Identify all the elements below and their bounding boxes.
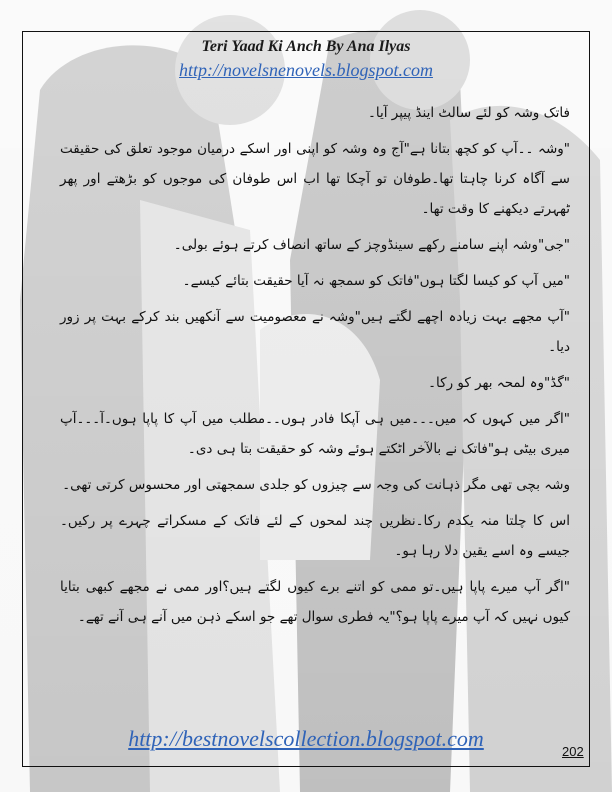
paragraph: اس کا چلتا منہ یکدم رکا۔نظریں چند لمحوں کے لئے فاتک کے مسکراتے چہرے پر رکیں۔جیسے وہ اسے یقین دلا رہا ہو۔	[60, 513, 570, 559]
footer-link[interactable]: http://bestnovelscollection.blogspot.com	[128, 726, 484, 751]
paragraph: "وشہ ۔۔آپ کو کچھ بتانا ہے"آج وہ وشہ کو اپنی اور اسکے درمیان موجود تعلق کی حقیقت سے آگاہ کرنا چاہتا تھا۔طوفان تو آچکا تھا اب اس طوفان کی موجوں کو بڑھتے اور پھر ٹھہرتے دیکھنے کا وقت تھا۔	[60, 141, 570, 217]
paragraph: "میں آپ کو کیسا لگتا ہوں"فاتک کو سمجھ نہ آیا حقیقت بتائے کیسے۔	[182, 273, 570, 289]
page-number: 202	[562, 744, 584, 759]
paragraph: "اگر آپ میرے پاپا ہیں۔تو ممی کو اتنے برے کیوں لگتے ہیں؟اور ممی نے مجھے کبھی بتایا کیوں نہیں کہ آپ میرے پاپا ہو؟"یہ فطری سوال تھے جو اسکے ذہن میں آنے ہی آنے تھے۔	[60, 579, 570, 625]
story-text	[60, 98, 570, 638]
paragraph: "آپ مجھے بہت زیادہ اچھے لگتے ہیں"وشہ نے معصومیت سے آنکھیں بند کرکے بہت پر زور دیا۔	[60, 309, 570, 355]
paragraph: وشہ بچی تھی مگر ذہانت کی وجہ سے چیزوں کو جلدی سمجھتی اور محسوس کرتی تھی۔	[62, 477, 570, 493]
novel-title: Teri Yaad Ki Anch By Ana Ilyas	[201, 38, 411, 55]
paragraph: "اگر میں کہوں کہ میں۔۔۔میں ہی آپکا فادر ہوں۔۔مطلب میں آپ کا پاپا ہوں۔آ۔۔۔آپ میری بیٹی ہو"فاتک نے بالآخر اٹکتے ہوئے وشہ کو حقیقت بتا ہی دی۔	[60, 411, 570, 457]
paragraph: "گڈ"وہ لمحہ بھر کو رکا۔	[428, 375, 570, 391]
paragraph: فاتک وشہ کو لئے سالٹ اینڈ پیپر آیا۔	[367, 105, 570, 121]
paragraph: "جی"وشہ اپنے سامنے رکھے سینڈوچز کے ساتھ انصاف کرتے ہوئے بولی۔	[173, 237, 570, 253]
header-link[interactable]: http://novelsnenovels.blogspot.com	[179, 60, 433, 80]
